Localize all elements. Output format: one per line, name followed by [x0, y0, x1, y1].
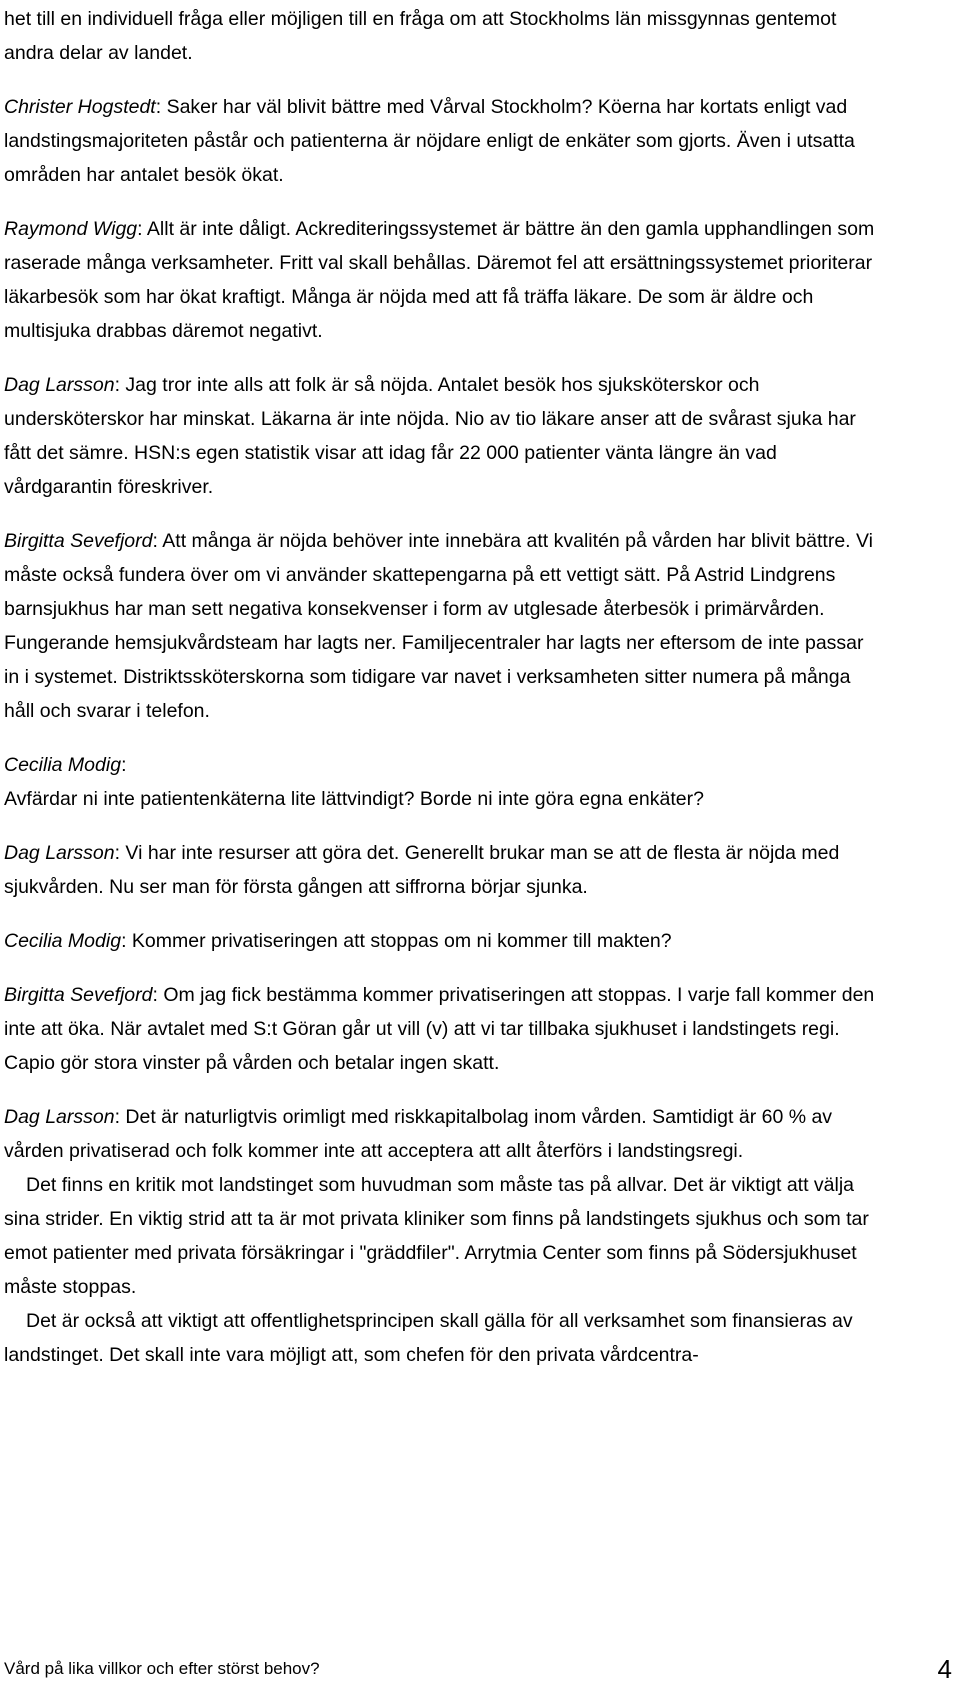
paragraph — [4, 782, 884, 816]
paragraph — [4, 90, 884, 192]
speaker-name: Dag Larsson — [4, 1106, 115, 1128]
speaker-name: Birgitta Sevefjord — [4, 984, 153, 1006]
speaker-name: Christer Hogstedt — [4, 96, 156, 118]
paragraph — [4, 924, 884, 958]
paragraph — [4, 368, 884, 504]
speaker-name: Dag Larsson — [4, 374, 115, 396]
paragraph — [4, 212, 884, 348]
paragraph — [4, 2, 884, 70]
paragraph — [4, 836, 884, 904]
speaker-separator: : — [121, 930, 132, 952]
speaker-separator: : — [114, 374, 126, 396]
paragraph — [4, 1304, 884, 1372]
paragraph-text: Saker har väl blivit bättre med Vårval Stockholm? Köerna har kortats enligt vad landstingsmajoriteten påstår och patienterna är nöjdare enligt de enkäter som gjorts. Även i utsatta områden har antalet besök ökat. — [4, 96, 855, 186]
speaker-name: Raymond Wigg — [4, 218, 138, 240]
speaker-name: Cecilia Modig — [4, 930, 122, 952]
page-number: 4 — [937, 1653, 952, 1684]
paragraph — [4, 748, 884, 782]
paragraph-text: Avfärdar ni inte patientenkäterna lite lättvindigt? Borde ni inte göra egna enkäter? — [4, 788, 704, 810]
paragraph-text: Jag tror inte alls att folk är så nöjda. Antalet besök hos sjuksköterskor och undersköterskor har minskat. Läkarna är inte nöjda. Nio av tio läkare anser att de svårast sjuka har fått det sämre. HSN:s egen statistik visar att idag får 22 000 patienter vänta längre än vad vårdgarantin föreskriver. — [4, 374, 856, 498]
speaker-separator: : — [121, 754, 127, 776]
paragraph-text: Det är också att viktigt att offentlighetsprincipen skall gälla för all verksamhet som finansieras av landstinget. Det skall inte vara möjligt att, som chefen för den privata vårdcentra- — [4, 1310, 853, 1366]
speaker-separator: : — [152, 984, 164, 1006]
paragraph-text: Att många är nöjda behöver inte innebära att kvalitén på vården har blivit bättre. Vi måste också fundera över om vi använder skattepengarna på ett vettigt sätt. På Astrid Lindgrens barnsjukhus har man sett negativa konsekvenser i form av utglesade återbesök i primärvården. Fungerande hemsjukvårdsteam har lagts ner. Familjecentraler har lagts ner eftersom de inte passar in i systemet. Distriktssköterskorna som tidigare var navet i verksamheten sitter numera på många håll och svarar i telefon. — [4, 530, 874, 722]
speaker-separator: : — [137, 218, 147, 240]
paragraph — [4, 1100, 884, 1168]
speaker-separator: : — [152, 530, 163, 552]
paragraph-text: Om jag fick bestämma kommer privatiseringen att stoppas. I varje fall kommer den inte att öka. När avtalet med S:t Göran går ut vill (v) att vi tar tillbaka sjukhuset i landstingets regi. Capio gör stora vinster på vården och betalar ingen skatt. — [4, 984, 875, 1074]
speaker-name: Birgitta Sevefjord — [4, 530, 153, 552]
paragraph-text: Det finns en kritik mot landstinget som huvudman som måste tas på allvar. Det är viktigt att välja sina strider. En viktig strid att ta är mot privata kliniker som finns på landstingets sjukhus och som tar emot patienter med privata försäkringar i "gräddfiler". Arrytmia Center som finns på Södersjukhuset måste stoppas. — [4, 1174, 869, 1298]
paragraph — [4, 524, 884, 728]
paragraph-text: Det är naturligtvis orimligt med riskkapitalbolag inom vården. Samtidigt är 60 % av vården privatiserad och folk kommer inte att acceptera att allt återförs i landstingsregi. — [4, 1106, 833, 1162]
speaker-separator: : — [114, 842, 126, 864]
paragraph-text: Allt är inte dåligt. Ackrediteringssystemet är bättre än den gamla upphandlingen som raserade många verksamheter. Fritt val skall behållas. Däremot fel att ersättningssystemet prioriterar läkarbesök som har ökat kraftigt. Många är nöjda med att få träffa läkare. De som är äldre och multisjuka drabbas däremot negativt. — [4, 218, 875, 342]
paragraph — [4, 978, 884, 1080]
paragraph-text: Vi har inte resurser att göra det. Generellt brukar man se att de flesta är nöjda med sjukvården. Nu ser man för första gången att siffrorna börjar sjunka. — [4, 842, 840, 898]
speaker-separator: : — [114, 1106, 126, 1128]
speaker-name: Cecilia Modig — [4, 754, 122, 776]
paragraph-text: Kommer privatiseringen att stoppas om ni kommer till makten? — [131, 930, 672, 952]
page-footer — [4, 1652, 952, 1686]
speaker-separator: : — [155, 96, 167, 118]
speaker-name: Dag Larsson — [4, 842, 115, 864]
document-body — [4, 2, 884, 1372]
footer-title: Vård på lika villkor och efter störst behov? — [4, 1659, 320, 1678]
paragraph — [4, 1168, 884, 1304]
paragraph-text: het till en individuell fråga eller möjligen till en fråga om att Stockholms län missgynnas gentemot andra delar av landet. — [4, 8, 837, 64]
